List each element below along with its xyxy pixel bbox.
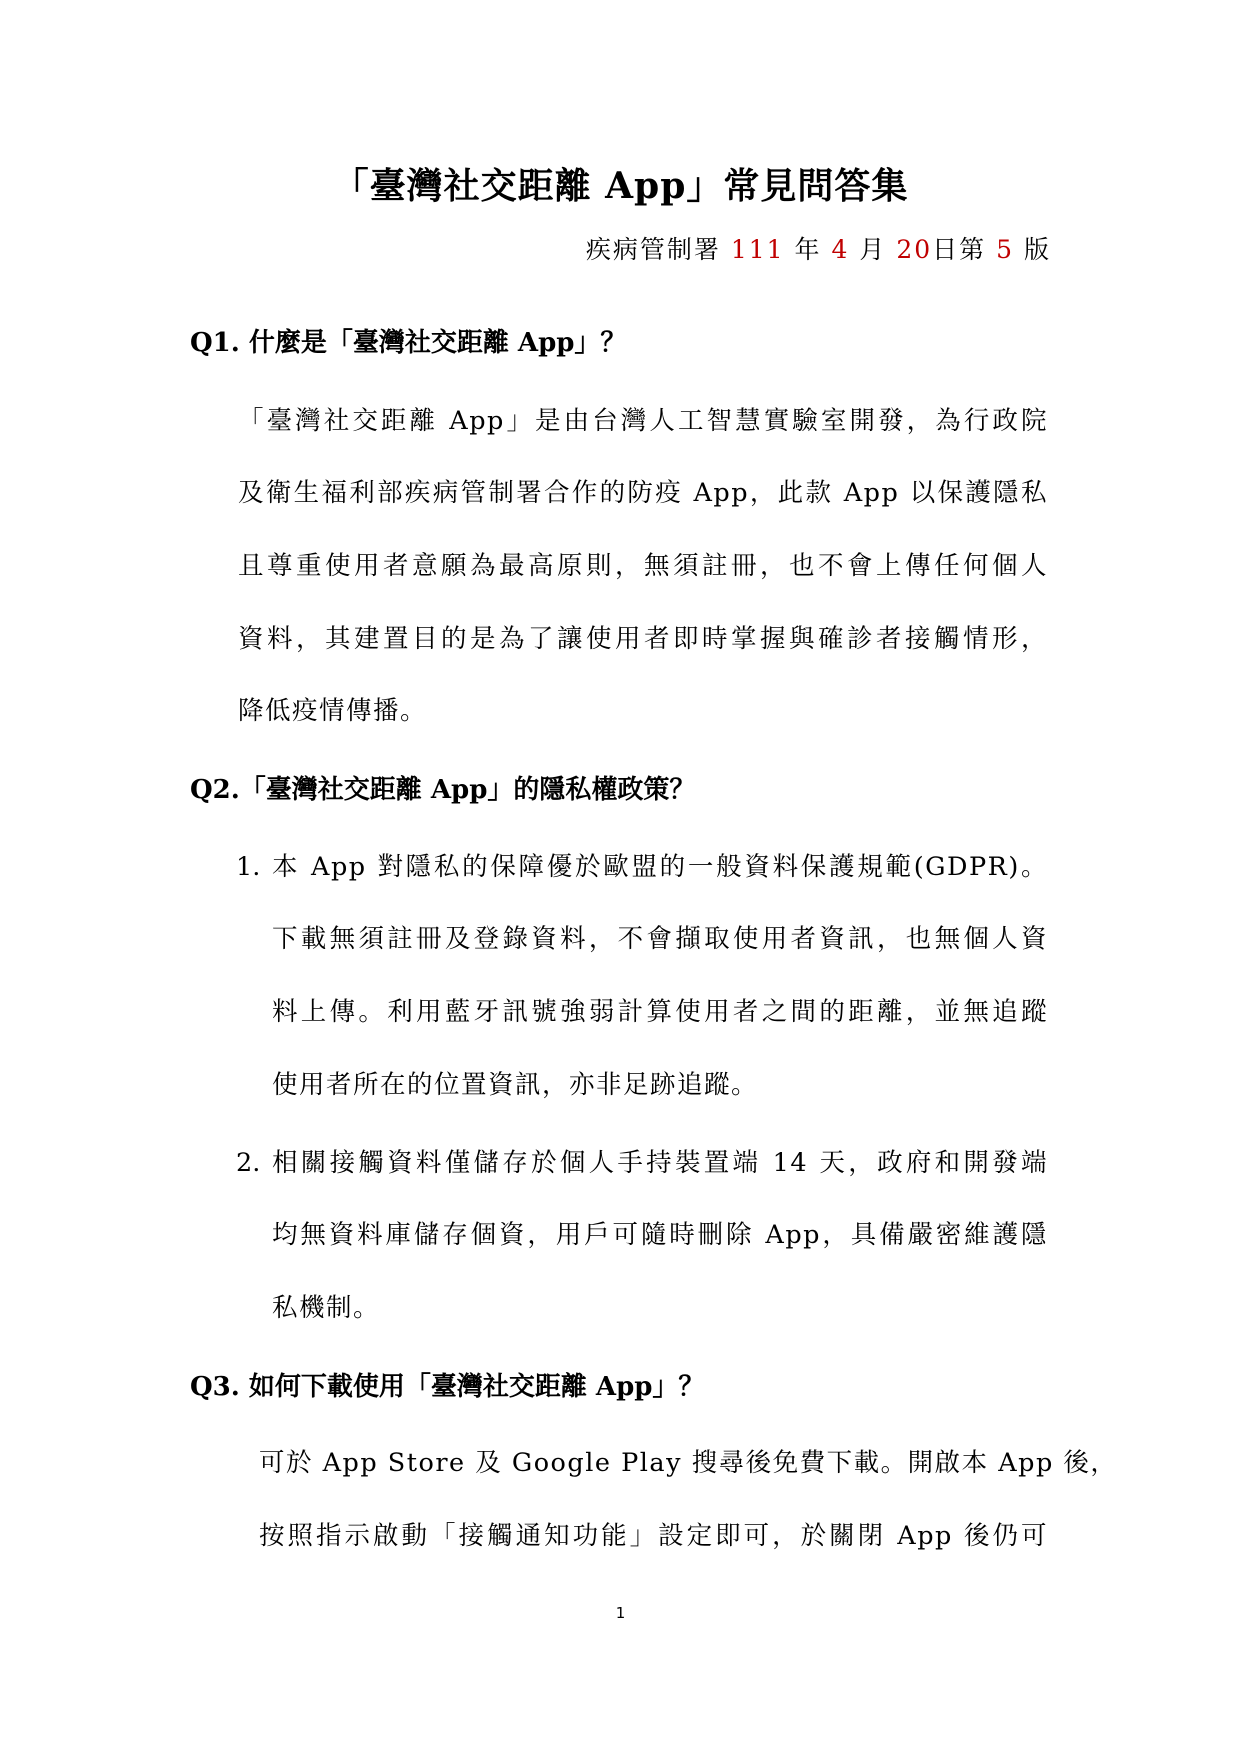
q2-item-line: 相關接觸資料僅儲存於個人手持裝置端 14 天，政府和開發端	[272, 1148, 1048, 1178]
q2-item-line: 使用者所在的位置資訊，亦非足跡追蹤。	[272, 1070, 759, 1100]
q2-item-number: 1.	[236, 852, 261, 882]
document-title: 「臺灣社交距離 App」常見問答集	[332, 165, 909, 207]
q1-line: 「臺灣社交距離 App」是由台灣人工智慧實驗室開發，為行政院	[238, 406, 1048, 436]
q3-line: 可於 App Store 及 Google Play 搜尋後免費下載。開啟本 App 後，	[259, 1448, 1118, 1478]
page-number: 1	[615, 1604, 626, 1622]
q1-line: 資料，其建置目的是為了讓使用者即時掌握與確診者接觸情形，	[238, 624, 1048, 654]
q1-heading: Q1. 什麼是「臺灣社交距離 App」？	[190, 328, 627, 358]
q2-item-line: 私機制。	[272, 1293, 381, 1323]
q3-heading: Q3. 如何下載使用「臺灣社交距離 App」？	[190, 1372, 705, 1402]
version-day: 20	[896, 235, 933, 264]
version-line	[586, 232, 1051, 268]
version-agency: 疾病管制署	[585, 235, 721, 264]
version-day-suffix: 日第	[932, 235, 987, 264]
q2-heading: Q2.「臺灣社交距離 App」的隱私權政策？	[190, 775, 696, 805]
version-month: 4	[831, 235, 850, 264]
version-month-suffix: 月	[859, 235, 887, 264]
q2-item-number: 2.	[236, 1148, 261, 1178]
q2-item-line: 下載無須註冊及登錄資料，不會擷取使用者資訊，也無個人資	[272, 924, 1048, 954]
q1-line: 及衛生福利部疾病管制署合作的防疫 App，此款 App 以保護隱私	[238, 478, 1048, 508]
version-edition-suffix: 版	[1023, 235, 1051, 264]
version-edition: 5	[996, 235, 1015, 264]
q2-item-line: 本 App 對隱私的保障優於歐盟的一般資料保護規範(GDPR)。	[272, 852, 1048, 882]
q2-item-line: 料上傳。利用藍牙訊號強弱計算使用者之間的距離，並無追蹤	[272, 997, 1048, 1027]
q1-line: 且尊重使用者意願為最高原則，無須註冊，也不會上傳任何個人	[238, 551, 1048, 581]
version-year-suffix: 年	[794, 235, 822, 264]
q1-line: 降低疫情傳播。	[238, 696, 428, 726]
q3-line: 按照指示啟動「接觸通知功能」設定即可，於關閉 App 後仍可	[259, 1521, 1048, 1551]
version-year: 111	[730, 235, 785, 264]
q2-item-line: 均無資料庫儲存個資，用戶可隨時刪除 App，具備嚴密維護隱	[272, 1220, 1048, 1250]
